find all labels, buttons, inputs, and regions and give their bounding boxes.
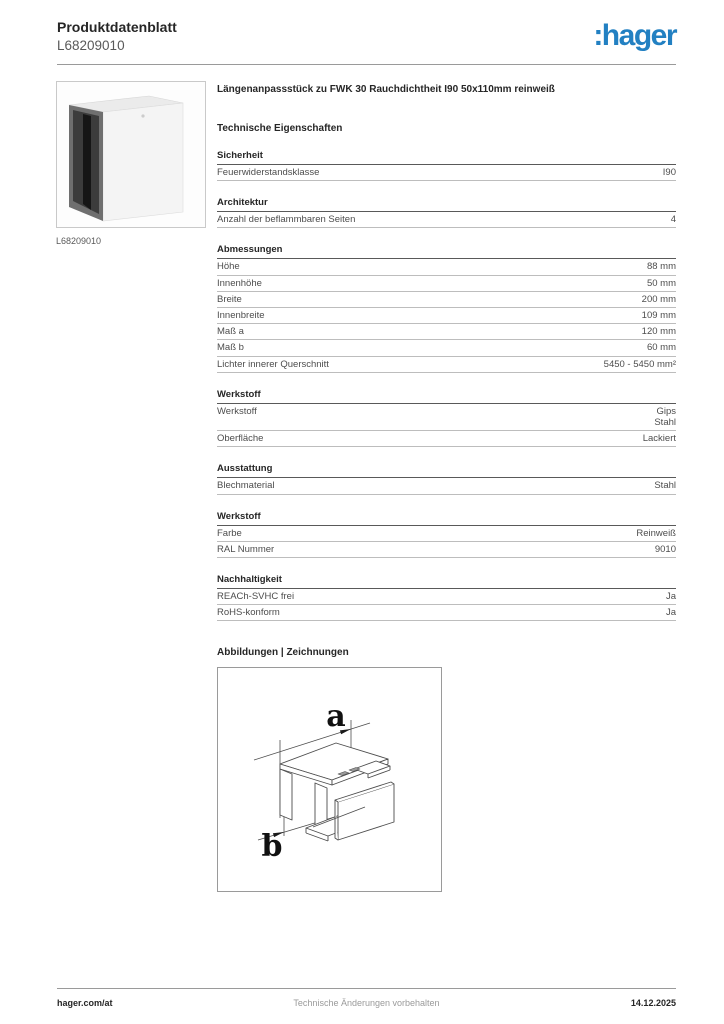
header-product-code: L68209010 xyxy=(57,38,125,53)
spec-row xyxy=(217,212,676,228)
spec-section-werkstoff xyxy=(217,508,676,558)
spec-section-title: Ausstattung xyxy=(217,460,676,478)
product-photo-illustration xyxy=(57,82,205,227)
spec-value: 120 mm xyxy=(641,326,676,338)
spec-section-title: Sicherheit xyxy=(217,147,676,165)
dimension-label-a: a xyxy=(326,699,346,735)
page-header xyxy=(0,0,724,53)
spec-section-title: Werkstoff xyxy=(217,508,676,526)
spec-section-nachhaltigkeit xyxy=(217,571,676,621)
spec-section-werkstoff xyxy=(217,386,676,448)
spec-row xyxy=(217,276,676,292)
spec-label: RoHS-konform xyxy=(217,607,280,619)
drawings-heading: Abbildungen | Zeichnungen xyxy=(217,647,349,659)
spec-section-abmessungen xyxy=(217,241,676,372)
hager-logo: :hager xyxy=(593,19,676,52)
spec-value: 60 mm xyxy=(646,342,676,354)
doc-type-title: Produktdatenblatt xyxy=(57,19,177,35)
spec-value: Reinweiß xyxy=(636,527,676,539)
spec-row xyxy=(217,542,676,558)
spec-label: Anzahl der beflammbaren Seiten xyxy=(217,214,356,226)
spec-section-ausstattung xyxy=(217,460,676,494)
spec-label: Farbe xyxy=(217,527,242,539)
spec-section-sicherheit xyxy=(217,147,676,181)
spec-value: 5450 - 5450 mm² xyxy=(603,358,676,370)
spec-row xyxy=(217,431,676,447)
spec-label: RAL Nummer xyxy=(217,543,275,555)
spec-value: 9010 xyxy=(654,543,676,555)
spec-row xyxy=(217,324,676,340)
spec-label: Lichter innerer Querschnitt xyxy=(217,358,329,370)
spec-value: 200 mm xyxy=(641,293,676,305)
spec-value: Ja xyxy=(665,607,676,619)
footer-date: 14.12.2025 xyxy=(630,998,676,1008)
dimension-label-b: b xyxy=(261,829,283,865)
spec-sections xyxy=(217,147,676,621)
spec-section-title: Abmessungen xyxy=(217,241,676,259)
spec-row xyxy=(217,478,676,494)
spec-label: Maß b xyxy=(217,342,244,354)
technical-drawing-frame xyxy=(217,667,442,892)
spec-row xyxy=(217,259,676,275)
product-image-column xyxy=(56,81,206,246)
main-content xyxy=(0,65,724,892)
spec-value: 4 xyxy=(670,214,676,226)
spec-row xyxy=(217,404,676,431)
spec-value: 109 mm xyxy=(641,310,676,322)
spec-label: Breite xyxy=(217,293,242,305)
spec-value: Gips Stahl xyxy=(654,405,676,429)
spec-label: Feuerwiderstandsklasse xyxy=(217,167,320,178)
spec-value: Lackiert xyxy=(642,433,676,445)
spec-row xyxy=(217,340,676,356)
spec-row xyxy=(217,308,676,324)
spec-section-architektur xyxy=(217,194,676,228)
spec-row xyxy=(217,589,676,605)
spec-value: Stahl xyxy=(654,480,676,492)
product-title: Längenanpassstück zu FWK 30 Rauchdichtheit I90 50x110mm reinweiß xyxy=(217,84,555,95)
spec-label: Oberfläche xyxy=(217,433,264,445)
spec-section-title: Architektur xyxy=(217,194,676,212)
spec-label: Blechmaterial xyxy=(217,480,275,492)
spec-row xyxy=(217,165,676,181)
footer-website-link[interactable]: hager.com/at xyxy=(57,998,113,1008)
product-image xyxy=(56,81,206,228)
spec-section-title: Nachhaltigkeit xyxy=(217,571,676,589)
technical-properties-heading: Technische Eigenschaften xyxy=(217,123,343,134)
spec-row xyxy=(217,605,676,621)
footer-notice: Technische Änderungen vorbehalten xyxy=(293,998,440,1008)
spec-label: Innenhöhe xyxy=(217,277,262,289)
spec-value: 50 mm xyxy=(646,277,676,289)
product-image-caption: L68209010 xyxy=(56,236,102,246)
spec-row xyxy=(217,292,676,308)
spec-section-title: Werkstoff xyxy=(217,386,676,404)
spec-row xyxy=(217,526,676,542)
spec-column xyxy=(217,81,676,892)
header-titles xyxy=(57,19,177,53)
page-footer xyxy=(57,988,676,1008)
spec-value: 88 mm xyxy=(646,261,676,273)
technical-drawing xyxy=(218,668,441,891)
spec-label: Innenbreite xyxy=(217,310,265,322)
spec-label: Maß a xyxy=(217,326,244,338)
spec-value: Ja xyxy=(665,591,676,603)
spec-label: REACh-SVHC frei xyxy=(217,591,295,603)
spec-label: Höhe xyxy=(217,261,240,273)
spec-row xyxy=(217,357,676,373)
spec-label: Werkstoff xyxy=(217,405,257,417)
spec-value: I90 xyxy=(662,167,676,178)
